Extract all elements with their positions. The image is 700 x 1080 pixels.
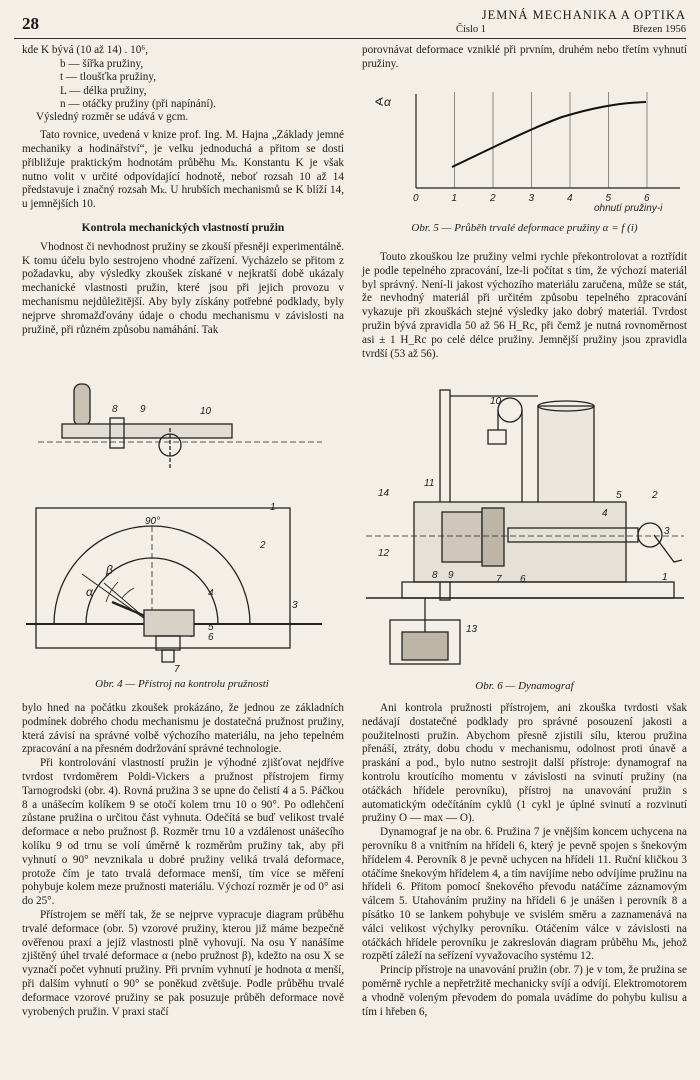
crank-handle (654, 535, 682, 562)
definition-item: t — tloušťka pružiny, (60, 71, 157, 84)
alpha-label: α (86, 585, 93, 599)
tick-marks (416, 92, 647, 188)
figure-4-part-labels (112, 404, 298, 675)
part-label: 14 (378, 488, 390, 499)
paragraph: Ani kontrola pružnosti přístrojem, ani zkouška tvrdosti však nedávají dostatečné podklady pro správné posouzení jakosti a použitelnosti pružin. Abychom přesně zjistili sílu, kterou pružina přenáší, ztráty, dobu chodu v mechanismu, odolnost proti únavě a praskání a pod., bylo nutno sestrojit další přístroje: dynamograf na kontrolu kroutícího momentu v závislosti na svinutí pružiny (na otáčkách hřídele perovníku), přístroj na unavování pružin s automatickým odečítáním cyklů (1 cykl je úplné svinutí a rozvinutí pružiny O — max — O). (362, 702, 687, 825)
part-label: 6 (520, 574, 526, 585)
issue-number: Číslo 1 (456, 24, 487, 35)
paragraph: Vhodnost či nevhodnost pružiny se zkouší přesněji experimentálně. K tomu účelu bylo sestrojeno vhodné zařízení. Vycházelo se přitom z požadavku, aby výsledky zkoušek získané v nejkratší době ukázaly mechanické vlastnosti pružin, které jsou při jejich provozu v mechanismu nejdůležitější. Aby byly získány potřebné podklady, byly nejprve shromažďovány údaje o chodu mechanismu v závislosti na pružině, při různém způsobu namáhání. Tak (22, 240, 344, 336)
part-label: 3 (664, 526, 670, 537)
part-label: 7 (496, 574, 502, 585)
part-label: 4 (602, 508, 608, 519)
figure-4-drawing (22, 378, 342, 678)
part-label: 4 (208, 588, 214, 599)
figure-5-chart (362, 78, 687, 228)
clamp-jaws (144, 610, 194, 636)
left-column-top (22, 44, 344, 337)
figure-6-drawing (362, 382, 687, 680)
part-label: 2 (652, 490, 658, 501)
part-label: 9 (140, 404, 146, 415)
part-label: 1 (662, 572, 668, 583)
symbol-definitions (22, 58, 344, 112)
part-label: 9 (448, 570, 454, 581)
paragraph: bylo hned na počátku zkoušek prokázáno, že jednou ze základních podmínek dobrého chodu mechanismu je dostatečná pružnost pružiny, která závisí na správné volbě výchozího materiálu, na jeho tepelném zpracování a na přesném dodržování správné technologie. (22, 702, 344, 756)
part-label: 5 (616, 490, 622, 501)
section-heading: Kontrola mechanických vlastností pružin (81, 222, 285, 234)
handle-grip (74, 384, 90, 426)
figure-5-caption: Obr. 5 — Průběh trvalé deformace pružiny α = f (i) (411, 222, 638, 234)
angle-label: 90° (145, 516, 161, 527)
x-tick-label: 5 (605, 193, 612, 204)
part-label: 5 (208, 622, 214, 633)
journal-title: JEMNÁ MECHANIKA A OPTIKA (481, 8, 686, 22)
paragraph: Tato rovnice, uvedená v knize prof. Ing. M. Hajna „Základy jemné mechaniky a hodinářství“, je velku jednoduchá a přitom se dosti přibližuje praktickým hodnotám průběhu Mₖ. Konstantu K je však nutno volit v určité odpovídající hodnotě, neboť rozsah 10 až 14 představuje i značný rozsah Mₖ. U hrubších mechanismů se K blíží 14, u jemnějších 10. (22, 129, 344, 211)
definition-item: L — délka pružiny, (60, 84, 147, 97)
x-tick-label: 2 (490, 193, 496, 204)
part-label: 8 (432, 570, 438, 581)
page-number: 28 (22, 14, 39, 33)
x-tick-label: 0 (413, 193, 419, 204)
header-rule (14, 38, 686, 39)
unit-note: Výsledný rozměr se udává v gcm. (36, 111, 189, 124)
journal-header (456, 8, 686, 35)
part-label: 2 (260, 540, 266, 551)
right-column-mid (362, 251, 687, 361)
lever-arm (62, 424, 232, 438)
paragraph: Přístrojem se měří tak, že se nejprve vypracuje diagram průběhu trvalé deformace (obr. 5) vzorové pružiny, kterou již máme bezpečně ověřenou praxí a jejíž vlastnosti plně vyhovují. Na osu Y nanášíme zjištěný úhel trvalé deformace α (nebo pružnost β), kdežto na osu X se vyznačí počet vyhnutí pružiny. Při prvním vyhnutí je hodnota α menší, při dalším vyhnutí o 90° se poněkud zvětšuje. Podle průběhu trvalé deformace vzorové pružiny se pak posuzuje průběh deformace nově vyrobených pružin. V praxi stačí (22, 908, 344, 1018)
definition-item: b — šířka pružiny, (60, 57, 144, 70)
beta-label: β (106, 563, 113, 577)
x-axis-label: ohnutí pružiny-i (594, 203, 663, 214)
crank-hub (638, 523, 662, 547)
part-label: 1 (270, 502, 276, 513)
paragraph: Při kontrolování vlastností pružin je výhodné zjišťovat nejdříve tvrdost tvrdoměrem Poldi-Vickers a pružnost přístrojem firmy Tarnogrodski (obr. 4). Rovná pružina 3 se upne do čelistí 4 a 5. Páčkou 8 a unášecím kolíkem 9 se otočí kolem trnu 10 o 90°. Po odlehčení zůstane pružina o určitou část vyhnuta. Odečítá se buď velikost trvalé deformace α nebo pružnost β. Rozměr trnu 10 a vzdálenost unášecího kolíku 9 od trnu se volí úměrně k rozměrům pružiny tak, aby při vyhnutí o 90° nevznikala u dobré pružiny veliká trvalá deformace, protože čím je tato trvalá deformace menší, tím více se měření pohybuje kolem meze pružnosti materiálu. Výchozí rozměr je od 0° asi do 25°. (22, 757, 344, 908)
y-axis-label: ∢α (374, 95, 391, 109)
base-bed (402, 582, 674, 598)
deformation-curve (452, 102, 646, 167)
definition-item: n — otáčky pružiny (při napínání). (60, 98, 216, 111)
part-label: 12 (378, 548, 390, 559)
paragraph: Dynamograf je na obr. 6. Pružina 7 je vnějším koncem uchycena na perovníku 8 a vnitřním na hřídeli 6, který je pevně spojen s šnekovým hřídelem 4. Perovník 8 je pevně uchycen na hřídeli 11. Ruční kličkou 3 otáčíme šnekovým hřídelem 4, a tím navíjíme nebo odvíjíme pružinu na hřídeli 6. Přitom pomocí šnekového převodu natáčíme záznamovým válcem 5. Utahováním pružiny na hřídeli 6 je unášen i perovník 8 a písátko 10 se lankem pohybuje ve svislém směru a zaznamenává na válci velikost výchylky perovníku. Otáčením válce v závislosti na otáčkách hřídele perovníku je zakreslován diagram průběhu Mₖ, jehož rozpětí záleží na seřízení vyvažovacího systému 12. (362, 826, 687, 963)
part-label: 13 (466, 624, 478, 635)
part-label: 6 (208, 632, 214, 643)
x-tick-label: 1 (451, 193, 458, 204)
figure-4-caption: Obr. 4 — Přístroj na kontrolu pružnosti (95, 678, 269, 690)
right-column-bottom (362, 702, 687, 1019)
part-label: 11 (424, 478, 435, 489)
figure-6-caption: Obr. 6 — Dynamograf (475, 680, 574, 692)
part-label: 3 (292, 600, 298, 611)
paragraph: Princip přístroje na unavování pružin (obr. 7) je v tom, že pružina se poměrně rychle a nepřetržitě mechanicky svíjí a odvíjí. Elektromotorem a vhodně voleným převodem do pomala uvádíme do pohybu kulisu a tím i hřeben 6, (362, 964, 687, 1018)
left-column-bottom (22, 702, 344, 1019)
part-label: 10 (490, 396, 502, 407)
paragraph: Touto zkouškou lze pružiny velmi rychle překontrolovat a roztřídit je podle tepelného zpracování, lze-li počítat s tím, že výchozí materiál byl správný. Není-li jakost výchozího materiálu zaručena, může se stát, že nevhodný materiál při určitém způsobu tepelného zpracování vykazuje při zkouškách stejné výsledky jako dobrý materiál. Tvrdost pružin bývá zpravidla 50 až 56 H_Rc, při čemž je nutná rovnoměrnost asi ± 1 H_Rc po celé délce pružiny. Jemnější pružiny jsou zpravidla tvrdší (53 až 56). (362, 251, 687, 360)
recording-drum (538, 406, 594, 516)
x-tick-label: 6 (644, 193, 650, 204)
paragraph: porovnávat deformace vzniklé při prvním, druhém nebo třetím vyhnutí pružiny. (362, 44, 687, 70)
formula-line: kde K bývá (10 až 14) . 10⁶, (22, 44, 148, 56)
issue-date: Březen 1956 (632, 24, 686, 35)
x-tick-label: 3 (528, 193, 535, 204)
part-label: 8 (112, 404, 118, 415)
right-column-top (362, 44, 687, 72)
part-label: 10 (200, 406, 212, 417)
x-tick-label: 4 (567, 193, 573, 204)
pulley (498, 398, 522, 422)
part-label: 7 (174, 664, 180, 675)
